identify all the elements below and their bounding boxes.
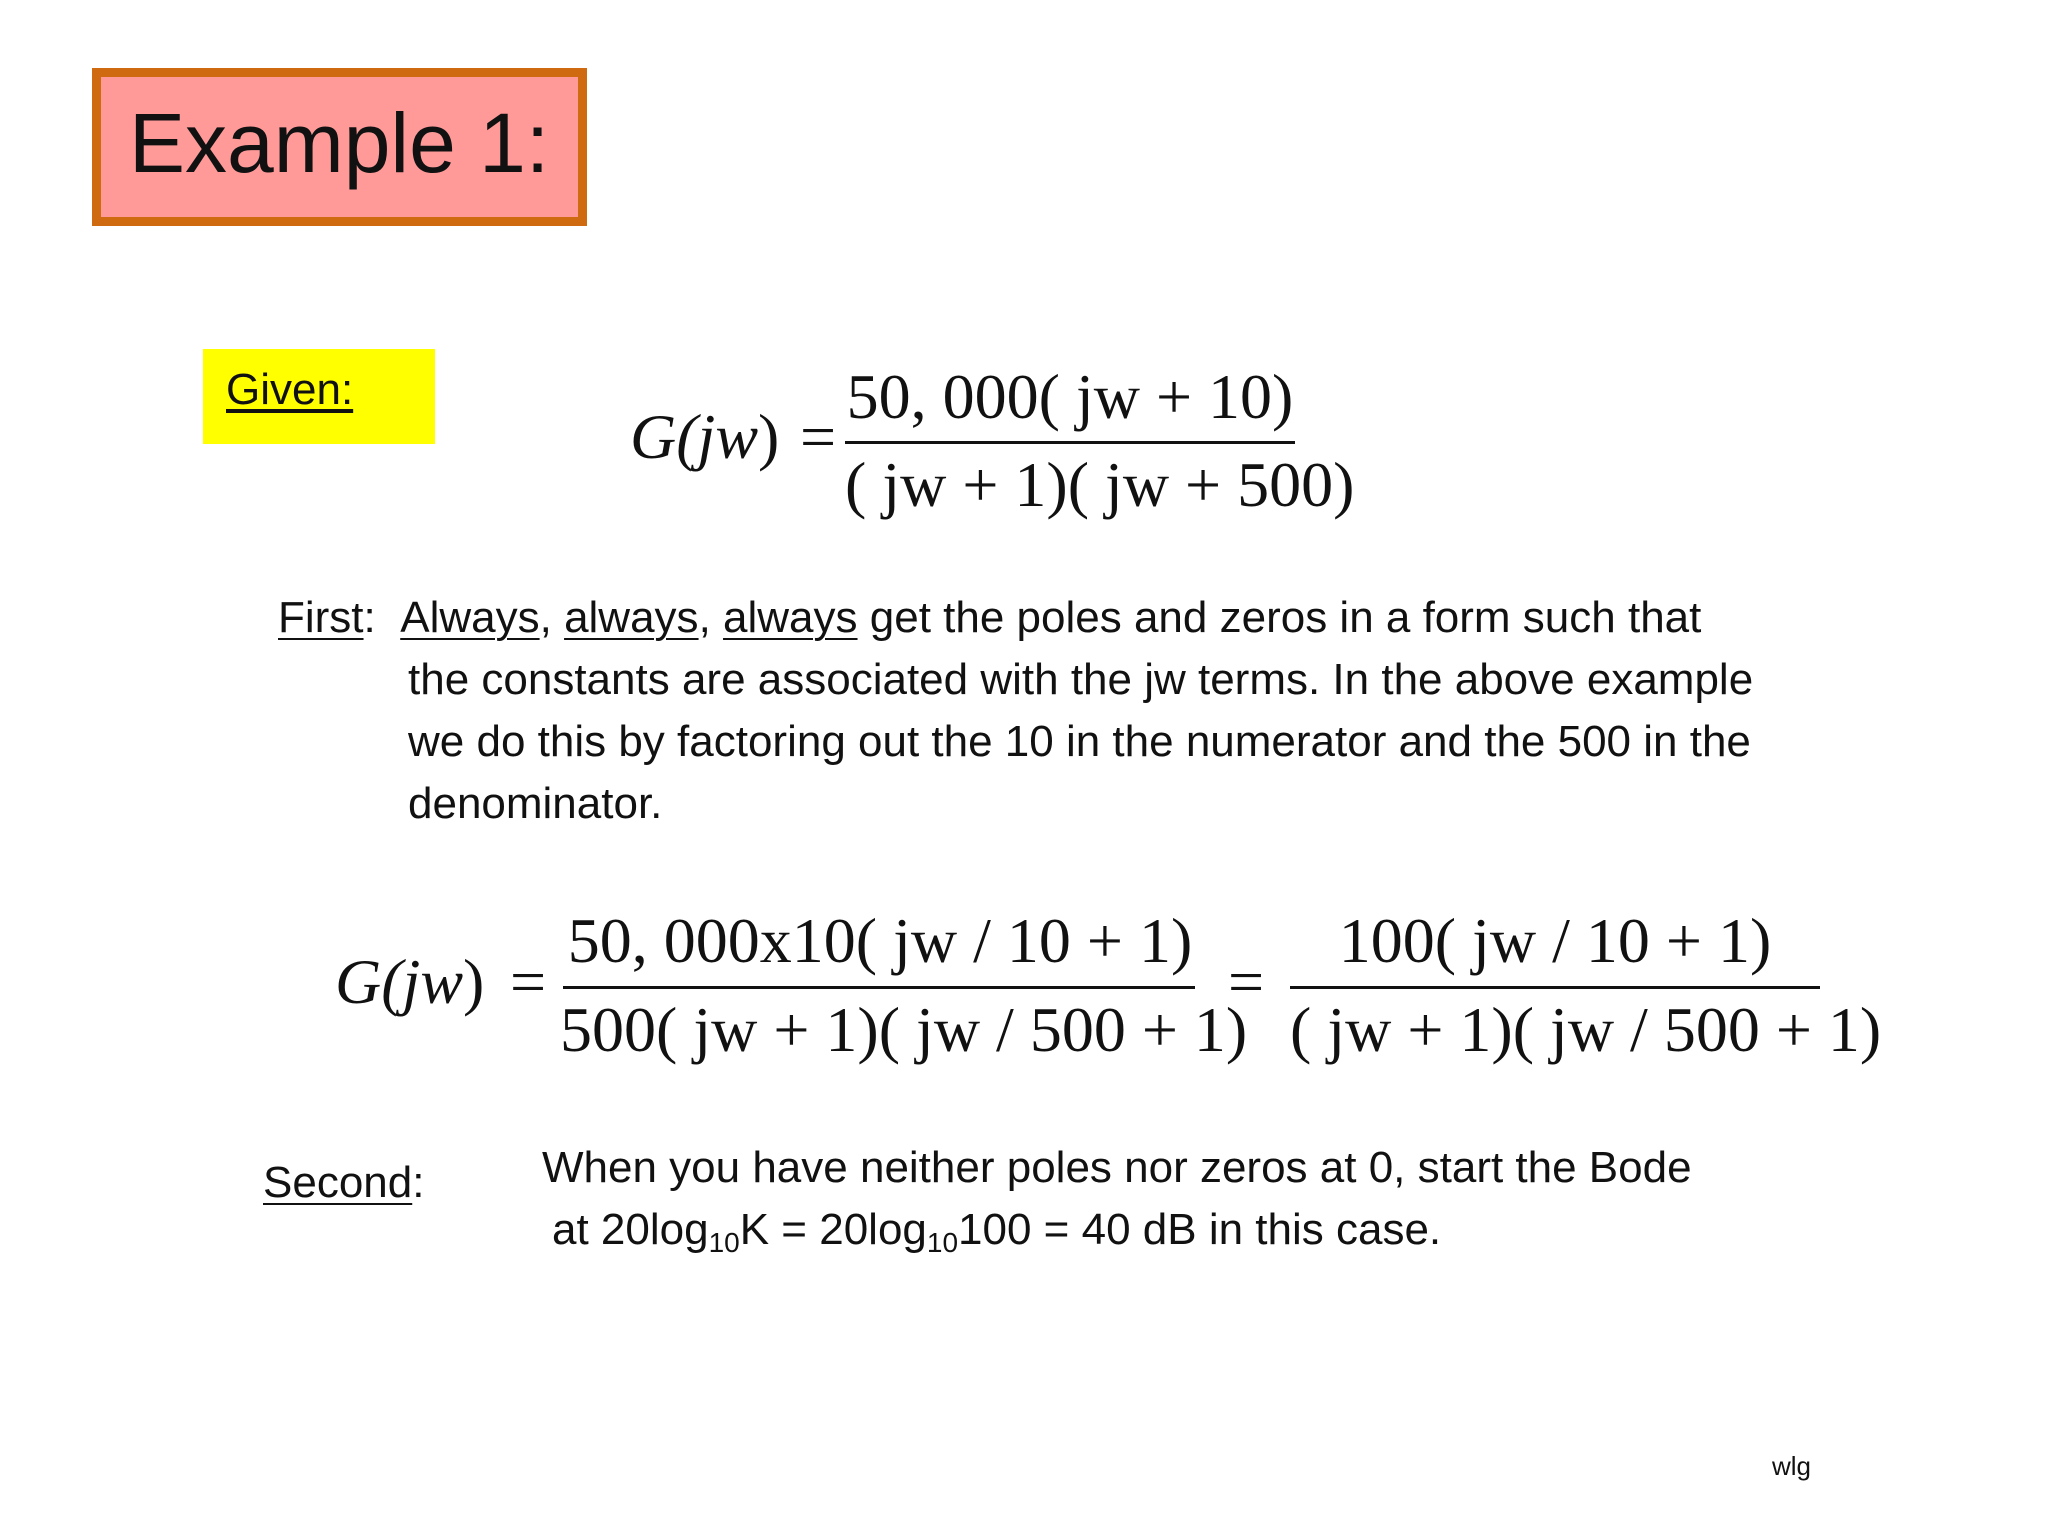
second-line-2-b: K = 20log bbox=[739, 1205, 927, 1254]
second-line-1: When you have neither poles nor zeros at 0, start the Bode bbox=[542, 1143, 1692, 1192]
equation-2 bbox=[335, 900, 1882, 1080]
log-base-2: 10 bbox=[926, 1227, 959, 1258]
eq2-equals-2: = bbox=[1228, 946, 1265, 1017]
first-label: First bbox=[278, 593, 364, 642]
eq1-numerator: 50, 000( jw + 10) bbox=[846, 361, 1294, 432]
given-label-box bbox=[203, 349, 435, 444]
eq2-equals: = bbox=[510, 946, 547, 1017]
given-label: Given: bbox=[226, 365, 354, 414]
sep-1: , bbox=[539, 593, 552, 642]
first-line-4: denominator. bbox=[408, 779, 663, 828]
footer-initials: wlg bbox=[1772, 1451, 1812, 1481]
always-1: Always bbox=[400, 593, 540, 642]
eq2-frac2-numerator: 100( jw / 10 + 1) bbox=[1338, 905, 1772, 976]
second-colon: : bbox=[412, 1158, 425, 1207]
second-line-2-c: 100 = 40 dB in this case. bbox=[958, 1205, 1442, 1254]
first-line-1-rest: get the poles and zeros in a form such that bbox=[869, 593, 1702, 642]
title-box bbox=[92, 68, 587, 226]
second-label-row bbox=[263, 1152, 424, 1214]
eq1-fraction-bar bbox=[845, 441, 1295, 444]
log-base-1: 10 bbox=[708, 1227, 740, 1258]
eq1-lhs-close: ) bbox=[758, 401, 780, 472]
sep-2: , bbox=[698, 593, 711, 642]
eq1-equals: = bbox=[800, 401, 837, 472]
eq1-lhs bbox=[630, 400, 779, 474]
eq2-frac1-numerator: 50, 000x10( jw / 10 + 1) bbox=[567, 905, 1193, 976]
eq1-lhs-fn: G( bbox=[630, 401, 698, 472]
eq2-lhs-var: jw bbox=[402, 946, 463, 1017]
second-paragraph bbox=[542, 1137, 1692, 1261]
eq2-frac1-denominator: 500( jw + 1)( jw / 500 + 1) bbox=[560, 994, 1248, 1065]
second-line-2 bbox=[542, 1199, 1692, 1261]
slide-title: Example 1: bbox=[129, 96, 550, 190]
eq2-frac2-bar bbox=[1290, 986, 1820, 989]
always-2: always bbox=[564, 593, 699, 642]
eq1-lhs-var: jw bbox=[697, 401, 758, 472]
first-paragraph bbox=[278, 587, 1753, 835]
equation-1 bbox=[630, 360, 1355, 530]
always-3: always bbox=[723, 593, 858, 642]
eq2-frac1-bar bbox=[563, 986, 1195, 989]
first-line-1 bbox=[278, 587, 1753, 649]
eq2-lhs bbox=[335, 945, 484, 1019]
second-line-2-a: at 20log bbox=[552, 1205, 709, 1254]
first-line-3: we do this by factoring out the 10 in the numerator and the 500 in the bbox=[408, 717, 1751, 766]
second-label: Second bbox=[263, 1158, 413, 1207]
eq2-lhs-close: ) bbox=[463, 946, 485, 1017]
eq1-denominator: ( jw + 1)( jw + 500) bbox=[845, 449, 1355, 520]
eq2-frac2-denominator: ( jw + 1)( jw / 500 + 1) bbox=[1290, 994, 1882, 1065]
first-colon: : bbox=[363, 593, 376, 642]
first-line-2: the constants are associated with the jw terms. In the above example bbox=[408, 655, 1754, 704]
eq2-lhs-fn: G( bbox=[335, 946, 403, 1017]
